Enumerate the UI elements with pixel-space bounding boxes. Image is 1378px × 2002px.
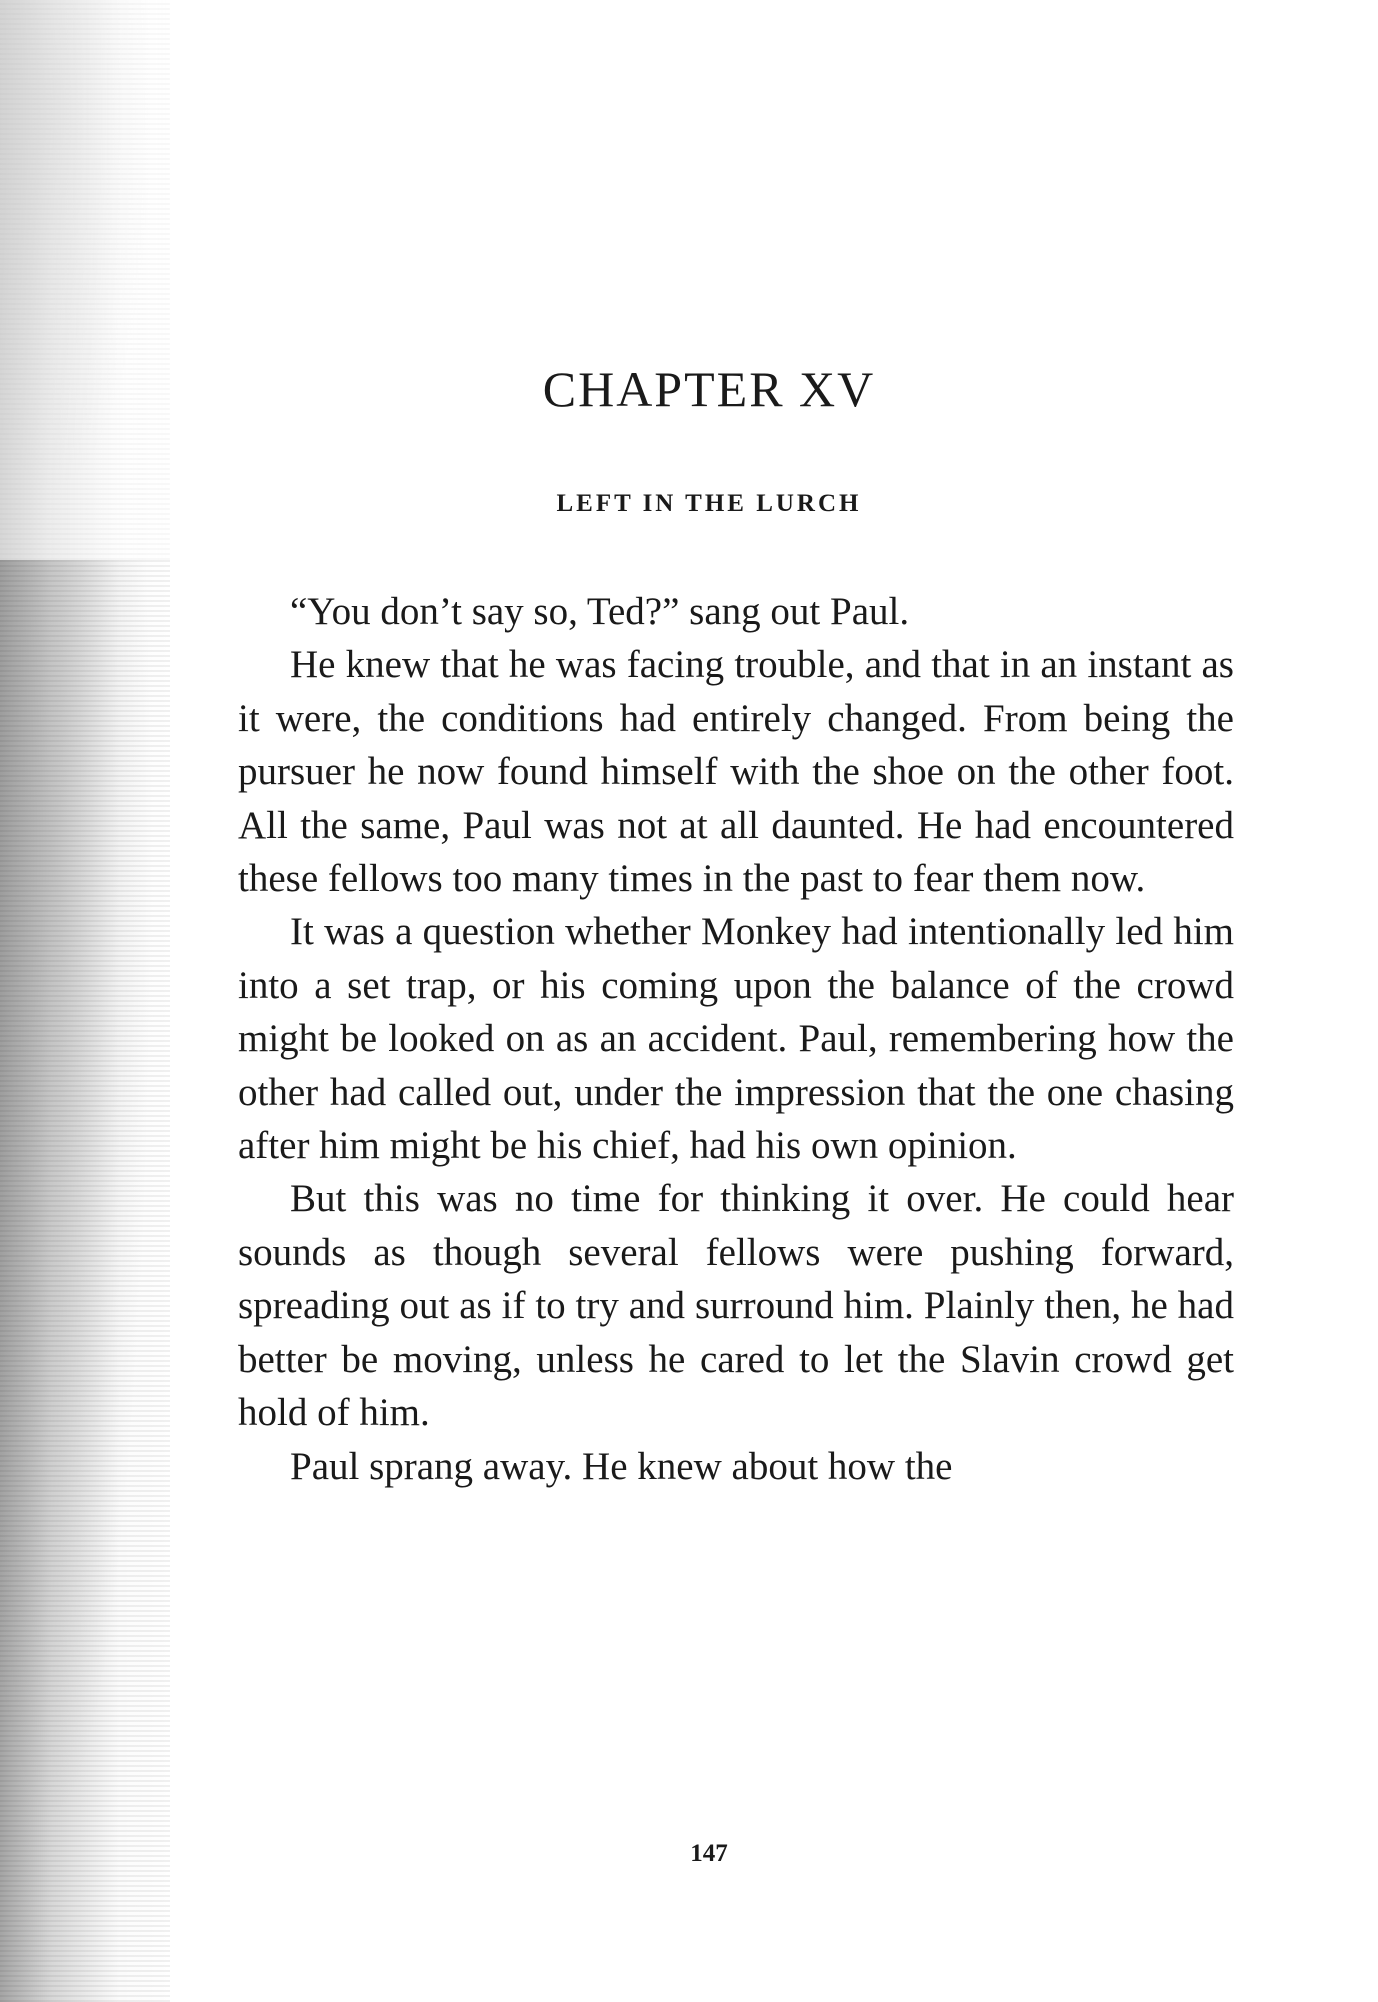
chapter-subtitle: LEFT IN THE LURCH [556, 490, 862, 517]
page-number: 147 [690, 1840, 728, 1867]
paragraph: Paul sprang away. He knew about how the [290, 1444, 953, 1488]
chapter-body [238, 585, 1234, 1493]
paragraph: But this was no time for thinking it over. He could hear sounds as though several fellows were pushing forward, spreading out as if to try and surround him. Plainly then, he had better be moving, unless he cared to let the Slavin crowd get hold of him. [238, 1177, 1234, 1435]
paragraph: “You don’t say so, Ted?” sang out Paul. [290, 590, 910, 633]
scan-gutter-shadow-lower [0, 560, 170, 2002]
scan-gutter-shadow-upper [0, 0, 170, 560]
chapter-heading: CHAPTER XV [542, 361, 876, 417]
paragraph: He knew that he was facing trouble, and that in an instant as it were, the conditions had entirely changed. From being the pursuer he now found himself with the shoe on the other foot. All the same, Paul was not at all daunted. He had encountered these fellows too many times in the past to fear them now. [238, 643, 1234, 901]
paragraph: It was a question whether Monkey had intentionally led him into a set trap, or his coming upon the balance of the crowd might be looked on as an accident. Paul, remembering how the other had called out, under the impression that the one chasing after him might be his chief, had his own opinion. [238, 910, 1234, 1168]
